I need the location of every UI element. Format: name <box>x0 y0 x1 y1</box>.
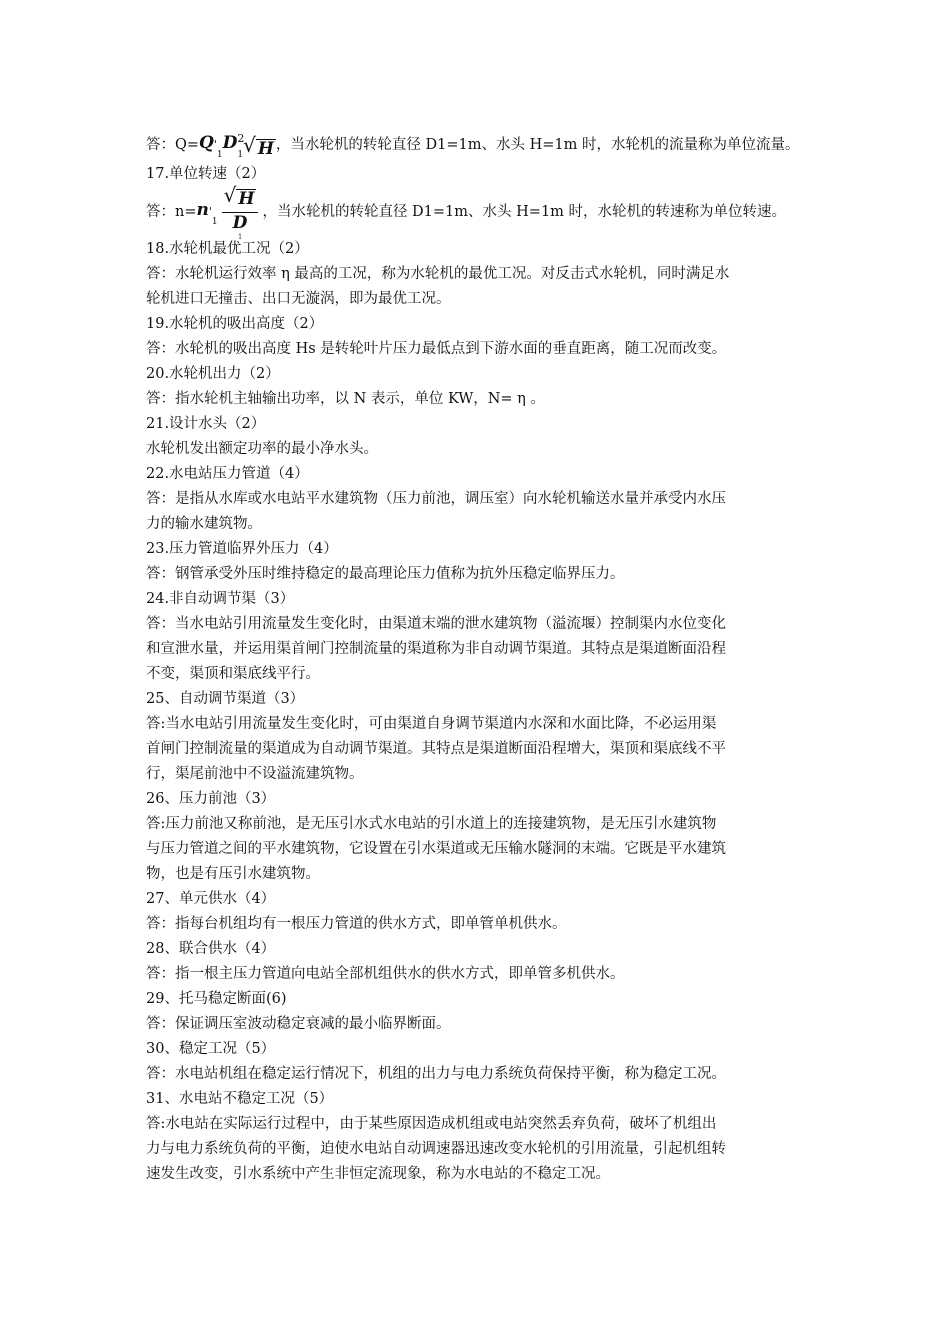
answer-prefix: 答：Q= <box>146 136 200 153</box>
text-line: 不变，渠顶和渠底线平行。 <box>146 666 320 682</box>
text-line: 速发生改变，引水系统中产生非恒定流现象，称为水电站的不稳定工况。 <box>146 1166 610 1182</box>
text-line: 22.水电站压力管道（4） <box>146 466 309 482</box>
glossary-body <box>146 237 816 1187</box>
text-line: 25、自动调节渠道（3） <box>146 691 305 707</box>
text-line: 答：指一根主压力管道向电站全部机组供水的供水方式，即单管多机供水。 <box>146 966 625 982</box>
text-line: 答：当水电站引用流量发生变化时，由渠道末端的泄水建筑物（溢流堰）控制渠内水位变化 <box>146 616 726 632</box>
text-line: 答:水电站在实际运行过程中，由于某些原因造成机组或电站突然丢弃负荷，破坏了机组出 <box>146 1116 717 1132</box>
discharge-symbol: $Q'_1$ <box>199 133 223 160</box>
text-line: 27、单元供水（4） <box>146 891 276 907</box>
text-line: 与压力管道之间的平水建筑物，它设置在引水渠道或无压输水隧洞的末端。它既是平水建筑 <box>146 841 726 857</box>
text-line: 和宣泄水量，并运用渠首闸门控制流量的渠道称为非自动调节渠道。其特点是渠道断面沿程 <box>146 641 726 657</box>
text-line: 28、联合供水（4） <box>146 941 276 957</box>
text-line: 31、水电站不稳定工况（5） <box>146 1091 334 1107</box>
text-line: 24.非自动调节渠（3） <box>146 591 295 607</box>
text-line: 20.水轮机出力（2） <box>146 366 280 382</box>
text-line: 行，渠尾前池中不设溢流建筑物。 <box>146 766 364 782</box>
item-17-title: 17.单位转速（2） <box>146 166 266 182</box>
unit-discharge-answer <box>146 128 816 162</box>
text-line: 答：水轮机的吸出高度 Hs 是转轮叶片压力最低点到下游水面的垂直距离，随工况而改变。 <box>146 341 727 357</box>
text-line: 30、稳定工况（5） <box>146 1041 276 1057</box>
text-line: 答：是指从水库或水电站平水建筑物（压力前池，调压室）向水轮机输送水量并承受内水压 <box>146 491 726 507</box>
definition-text: ，当水轮机的转轮直径 D1=1m、水头 H=1m 时，水轮机的流量称为单位流量。 <box>275 136 800 153</box>
text-line: 答：水电站机组在稳定运行情况下，机组的出力与电力系统负荷保持平衡，称为稳定工况。 <box>146 1066 726 1082</box>
text-line: 答：水轮机运行效率 η 最高的工况，称为水轮机的最优工况。对反击式水轮机，同时满足水 <box>146 266 730 282</box>
document-page <box>146 128 816 1187</box>
text-line: 29、托马稳定断面(6) <box>146 991 287 1007</box>
diameter-symbol: $D^2_1$ <box>222 132 245 160</box>
text-line: 力与电力系统负荷的平衡，迫使水电站自动调速器迅速改变水轮机的引用流量，引起机组转 <box>146 1141 726 1157</box>
unit-speed-answer <box>146 183 816 241</box>
text-line: 物，也是有压引水建筑物。 <box>146 866 320 882</box>
speed-symbol: $n'_1$ <box>196 200 218 227</box>
text-line: 23.压力管道临界外压力（4） <box>146 541 338 557</box>
text-line: 首闸门控制流量的渠道成为自动调节渠道。其特点是渠道断面沿程增大，渠顶和渠底线不平 <box>146 741 726 757</box>
answer-prefix: 答：n= <box>146 203 197 220</box>
text-line: 轮机进口无撞击、出口无漩涡，即为最优工况。 <box>146 291 451 307</box>
text-line: 21.设计水头（2） <box>146 416 266 432</box>
sqrt-h-symbol: √ H <box>243 132 274 159</box>
sqrt-h-over-d-fraction: √ H D 1 <box>222 183 259 241</box>
text-line: 答：钢管承受外压时维持稳定的最高理论压力值称为抗外压稳定临界压力。 <box>146 566 625 582</box>
text-line: 答：指水轮机主轴输出功率，以 N 表示，单位 KW，N= η 。 <box>146 391 545 407</box>
text-line: 19.水轮机的吸出高度（2） <box>146 316 324 332</box>
text-line: 18.水轮机最优工况（2） <box>146 241 309 257</box>
text-line: 力的输水建筑物。 <box>146 516 262 532</box>
text-line: 答：保证调压室波动稳定衰减的最小临界断面。 <box>146 1016 451 1032</box>
text-line: 水轮机发出额定功率的最小净水头。 <box>146 441 378 457</box>
definition-text: ，当水轮机的转轮直径 D1=1m、水头 H=1m 时，水轮机的转速称为单位转速。 <box>262 203 787 220</box>
text-line: 26、压力前池（3） <box>146 791 276 807</box>
text-line: 答：指每台机组均有一根压力管道的供水方式，即单管单机供水。 <box>146 916 567 932</box>
text-line: 答:当水电站引用流量发生变化时，可由渠道自身调节渠道内水深和水面比降，不必运用渠 <box>146 716 717 732</box>
text-line: 答:压力前池又称前池，是无压引水式水电站的引水道上的连接建筑物，是无压引水建筑物 <box>146 816 717 832</box>
